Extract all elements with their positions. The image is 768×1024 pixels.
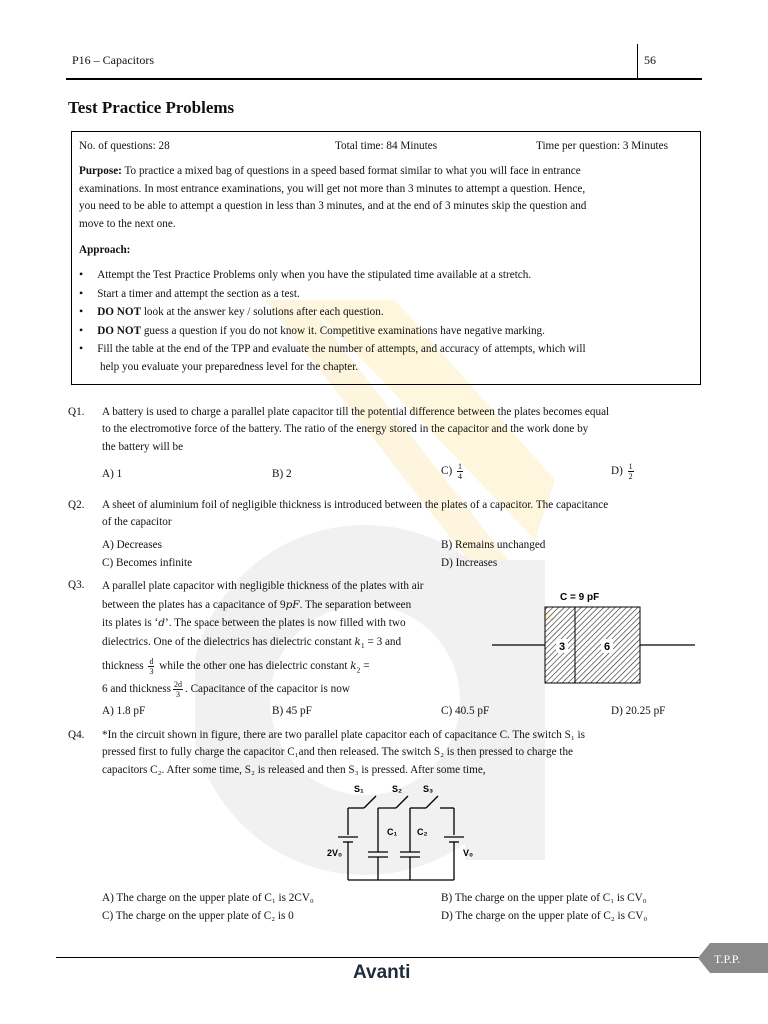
- purpose-line: examinations. In most entrance examinations, you will get not more than 3 minutes to attempt a question. Hence,: [79, 182, 586, 195]
- purpose-block: [79, 163, 694, 233]
- battery-left-label: 2V₀: [327, 848, 343, 858]
- purpose-line: you need to be able to attempt a question in less than 3 minutes, and at the end of 3 minutes skip the question and: [79, 200, 587, 213]
- q2-number: Q2.: [68, 499, 85, 511]
- q2-option-a[interactable]: A) Decreases: [102, 539, 162, 551]
- q4-option-b[interactable]: B) The charge on the upper plate of C₁ is CV₀: [441, 892, 647, 904]
- q4-option-d[interactable]: D) The charge on the upper plate of C₂ is CV₀: [441, 910, 648, 922]
- total-time: Total time: 84 Minutes: [335, 140, 438, 152]
- q4-number: Q4.: [68, 729, 85, 741]
- approach-label: Approach:: [79, 244, 131, 256]
- purpose-label: Purpose:: [79, 165, 122, 177]
- q1-number: Q1.: [68, 406, 85, 418]
- k1-label: 3: [559, 641, 566, 653]
- q3-text: A parallel plate capacitor with negligible thickness of the plates with air between the plates has a capacitance of 9pF. The separation between its plates is ‘d’. The space between the plates is now filled with two dielectrics. One of the dielectrics has dielectric constant $k_1 = 3$ and thickness $\frac{d}{3}$ while the other one has dielectric constant $k_2$ = 6 and thickness $\frac{2d}{3}$ . Capacitance of the capacitor is now: [102, 580, 424, 700]
- list-item: help you evaluate your preparedness level for the chapter.: [100, 360, 359, 373]
- purpose-line: To practice a mixed bag of questions in a speed based format similar to what you will face in entrance: [124, 165, 581, 177]
- q2-option-d[interactable]: D) Increases: [441, 557, 498, 569]
- capacitor-c1-label: C₁: [387, 827, 398, 837]
- header-chapter: P16 – Capacitors: [72, 53, 154, 67]
- avanti-logo: [353, 962, 410, 984]
- q3-number: Q3.: [68, 579, 85, 591]
- list-item: • Fill the table at the end of the TPP and evaluate the number of attempts, and accuracy of attempts, which will: [79, 341, 586, 356]
- header-page-number: 56: [644, 53, 656, 67]
- page-title: Test Practice Problems: [68, 98, 235, 117]
- q4-text: *In the circuit shown in figure, there are two parallel plate capacitor each of capacitance C. The switch S₁ is pressed first to fully charge the capacitor C₁and then released. The switch S₂ is then pressed to charge the capacitors C₂. After some time, S₂ is released and then S₃ is pressed. After some time,: [102, 729, 586, 776]
- q2-option-c[interactable]: C) Becomes infinite: [102, 557, 193, 569]
- q3-option-c[interactable]: C) 40.5 pF: [441, 705, 490, 717]
- q3-option-a[interactable]: A) 1.8 pF: [102, 705, 146, 717]
- switch-s2-label: S₂: [392, 784, 403, 794]
- q1-option-b[interactable]: B) 2: [272, 468, 292, 480]
- q2-text: A sheet of aluminium foil of negligible thickness is introduced between the plates of a capacitor. The capacitance of the capacitor: [102, 499, 609, 529]
- purpose-line: move to the next one.: [79, 217, 176, 230]
- num-questions: No. of questions: 28: [79, 140, 170, 152]
- header-rule: [66, 78, 702, 80]
- q4-option-a[interactable]: A) The charge on the upper plate of C₁ is 2CV₀: [102, 892, 314, 904]
- q1-option-a[interactable]: A) 1: [102, 468, 123, 480]
- q3-capacitor-figure: [490, 585, 700, 685]
- q2-option-b[interactable]: B) Remains unchanged: [441, 539, 546, 551]
- q1-text: A battery is used to charge a parallel plate capacitor till the potential difference between the plates becomes equal to the electromotive force of the battery. The ratio of the energy stored in the capacitor and the work done by the battery will be: [102, 406, 610, 453]
- tpp-label: T.P.P.: [714, 952, 741, 966]
- list-item: • DO NOT guess a question if you do not know it. Competitive examinations have negative marking.: [79, 322, 545, 337]
- figure-label: C = 9 pF: [560, 592, 600, 603]
- k2-label: 6: [604, 641, 611, 653]
- switch-s1-label: S₁: [354, 784, 364, 794]
- list-item: • Attempt the Test Practice Problems only when you have the stipulated time available at a stretch.: [79, 267, 532, 281]
- capacitor-c2-label: C₂: [417, 827, 428, 837]
- approach-list: [79, 266, 694, 377]
- list-item: • DO NOT look at the answer key / solutions after each question.: [79, 304, 384, 319]
- q4-option-c[interactable]: C) The charge on the upper plate of C₂ is 0: [102, 910, 294, 922]
- q1-option-d[interactable]: D) $\frac{1}{2}$: [611, 462, 633, 481]
- brand-text: Avanti: [353, 962, 411, 983]
- battery-right-label: V₀: [463, 848, 474, 858]
- tpp-tag: [698, 943, 768, 973]
- list-item: • Start a timer and attempt the section as a test.: [79, 285, 300, 300]
- q3-option-d[interactable]: D) 20.25 pF: [611, 705, 666, 717]
- footer-rule: [56, 957, 704, 958]
- q3-option-b[interactable]: B) 45 pF: [272, 705, 312, 717]
- time-per-question: Time per question: 3 Minutes: [536, 140, 668, 152]
- switch-s3-label: S₃: [423, 784, 434, 794]
- q4-circuit-figure: [326, 780, 486, 885]
- q1-option-c[interactable]: C) $\frac{1}{4}$: [441, 462, 462, 481]
- header-divider: [637, 44, 638, 80]
